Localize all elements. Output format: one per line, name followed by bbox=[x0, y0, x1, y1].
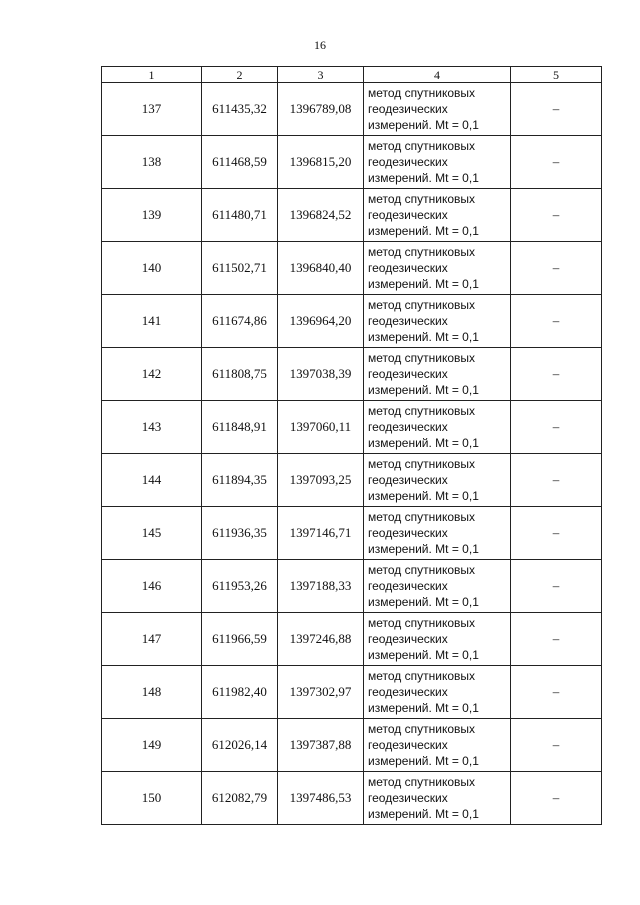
table-row bbox=[102, 242, 602, 295]
note-cell: – bbox=[511, 348, 602, 401]
column-header-2: 2 bbox=[202, 67, 278, 83]
x-coordinate-cell: 611982,40 bbox=[202, 666, 278, 719]
method-line: метод спутниковых bbox=[368, 616, 476, 630]
table-row bbox=[102, 454, 602, 507]
method-line: измерений. Mt = 0,1 bbox=[368, 754, 479, 768]
column-header-3: 3 bbox=[278, 67, 364, 83]
method-cell bbox=[364, 295, 511, 348]
method-cell bbox=[364, 613, 511, 666]
method-line: измерений. Mt = 0,1 bbox=[368, 383, 479, 397]
method-line: метод спутниковых bbox=[368, 298, 476, 312]
method-cell bbox=[364, 772, 511, 825]
y-coordinate-cell: 1397302,97 bbox=[278, 666, 364, 719]
method-line: метод спутниковых bbox=[368, 351, 476, 365]
y-coordinate-cell: 1397188,33 bbox=[278, 560, 364, 613]
page-number: 16 bbox=[314, 38, 326, 52]
point-number-cell: 138 bbox=[102, 136, 202, 189]
method-line: измерений. Mt = 0,1 bbox=[368, 118, 479, 132]
y-coordinate-cell: 1397146,71 bbox=[278, 507, 364, 560]
point-number-cell: 142 bbox=[102, 348, 202, 401]
note-cell: – bbox=[511, 83, 602, 136]
x-coordinate-cell: 611480,71 bbox=[202, 189, 278, 242]
note-cell: – bbox=[511, 613, 602, 666]
method-line: метод спутниковых bbox=[368, 722, 476, 736]
coordinates-table bbox=[101, 66, 602, 825]
point-number-cell: 147 bbox=[102, 613, 202, 666]
note-cell: – bbox=[511, 242, 602, 295]
x-coordinate-cell: 611502,71 bbox=[202, 242, 278, 295]
method-cell bbox=[364, 560, 511, 613]
x-coordinate-cell: 611953,26 bbox=[202, 560, 278, 613]
method-line: измерений. Mt = 0,1 bbox=[368, 595, 479, 609]
method-cell bbox=[364, 242, 511, 295]
y-coordinate-cell: 1397093,25 bbox=[278, 454, 364, 507]
method-line: метод спутниковых bbox=[368, 404, 476, 418]
method-line: метод спутниковых bbox=[368, 245, 476, 259]
y-coordinate-cell: 1396815,20 bbox=[278, 136, 364, 189]
method-cell bbox=[364, 348, 511, 401]
x-coordinate-cell: 612082,79 bbox=[202, 772, 278, 825]
x-coordinate-cell: 611894,35 bbox=[202, 454, 278, 507]
method-cell bbox=[364, 507, 511, 560]
method-line: измерений. Mt = 0,1 bbox=[368, 489, 479, 503]
note-cell: – bbox=[511, 666, 602, 719]
table-row bbox=[102, 295, 602, 348]
table-row bbox=[102, 136, 602, 189]
method-cell bbox=[364, 666, 511, 719]
method-line: метод спутниковых bbox=[368, 86, 476, 100]
method-line: геодезических bbox=[368, 155, 448, 169]
table-row bbox=[102, 189, 602, 242]
note-cell: – bbox=[511, 401, 602, 454]
method-line: метод спутниковых bbox=[368, 510, 476, 524]
x-coordinate-cell: 611468,59 bbox=[202, 136, 278, 189]
note-cell: – bbox=[511, 136, 602, 189]
table-row bbox=[102, 401, 602, 454]
x-coordinate-cell: 611936,35 bbox=[202, 507, 278, 560]
method-line: измерений. Mt = 0,1 bbox=[368, 277, 479, 291]
y-coordinate-cell: 1396840,40 bbox=[278, 242, 364, 295]
method-line: метод спутниковых bbox=[368, 775, 476, 789]
method-line: измерений. Mt = 0,1 bbox=[368, 224, 479, 238]
method-line: геодезических bbox=[368, 314, 448, 328]
point-number-cell: 144 bbox=[102, 454, 202, 507]
method-line: геодезических bbox=[368, 261, 448, 275]
y-coordinate-cell: 1396824,52 bbox=[278, 189, 364, 242]
note-cell: – bbox=[511, 560, 602, 613]
method-line: геодезических bbox=[368, 791, 448, 805]
table-body bbox=[102, 83, 602, 825]
y-coordinate-cell: 1396789,08 bbox=[278, 83, 364, 136]
y-coordinate-cell: 1397387,88 bbox=[278, 719, 364, 772]
y-coordinate-cell: 1397060,11 bbox=[278, 401, 364, 454]
point-number-cell: 137 bbox=[102, 83, 202, 136]
table-row bbox=[102, 772, 602, 825]
method-cell bbox=[364, 136, 511, 189]
y-coordinate-cell: 1397246,88 bbox=[278, 613, 364, 666]
method-line: геодезических bbox=[368, 685, 448, 699]
note-cell: – bbox=[511, 507, 602, 560]
method-line: измерений. Mt = 0,1 bbox=[368, 648, 479, 662]
method-line: метод спутниковых bbox=[368, 457, 476, 471]
method-line: геодезических bbox=[368, 473, 448, 487]
table-row bbox=[102, 613, 602, 666]
method-line: измерений. Mt = 0,1 bbox=[368, 171, 479, 185]
method-line: метод спутниковых bbox=[368, 563, 476, 577]
method-cell bbox=[364, 83, 511, 136]
method-line: измерений. Mt = 0,1 bbox=[368, 807, 479, 821]
method-cell bbox=[364, 401, 511, 454]
x-coordinate-cell: 612026,14 bbox=[202, 719, 278, 772]
method-line: геодезических bbox=[368, 102, 448, 116]
table-row bbox=[102, 507, 602, 560]
table-row bbox=[102, 719, 602, 772]
point-number-cell: 145 bbox=[102, 507, 202, 560]
column-header-1: 1 bbox=[102, 67, 202, 83]
y-coordinate-cell: 1397486,53 bbox=[278, 772, 364, 825]
method-line: геодезических bbox=[368, 579, 448, 593]
method-line: метод спутниковых bbox=[368, 139, 476, 153]
method-line: геодезических bbox=[368, 526, 448, 540]
point-number-cell: 150 bbox=[102, 772, 202, 825]
y-coordinate-cell: 1397038,39 bbox=[278, 348, 364, 401]
point-number-cell: 149 bbox=[102, 719, 202, 772]
note-cell: – bbox=[511, 295, 602, 348]
point-number-cell: 141 bbox=[102, 295, 202, 348]
method-line: геодезических bbox=[368, 208, 448, 222]
x-coordinate-cell: 611674,86 bbox=[202, 295, 278, 348]
method-line: измерений. Mt = 0,1 bbox=[368, 701, 479, 715]
table-row bbox=[102, 348, 602, 401]
method-cell bbox=[364, 719, 511, 772]
method-line: метод спутниковых bbox=[368, 192, 476, 206]
table-row bbox=[102, 666, 602, 719]
table-row bbox=[102, 560, 602, 613]
note-cell: – bbox=[511, 719, 602, 772]
method-cell bbox=[364, 454, 511, 507]
method-line: геодезических bbox=[368, 632, 448, 646]
table-header-row bbox=[102, 67, 602, 83]
point-number-cell: 146 bbox=[102, 560, 202, 613]
method-line: геодезических bbox=[368, 420, 448, 434]
note-cell: – bbox=[511, 454, 602, 507]
method-line: геодезических bbox=[368, 738, 448, 752]
column-header-5: 5 bbox=[511, 67, 602, 83]
method-line: метод спутниковых bbox=[368, 669, 476, 683]
method-cell bbox=[364, 189, 511, 242]
point-number-cell: 139 bbox=[102, 189, 202, 242]
x-coordinate-cell: 611435,32 bbox=[202, 83, 278, 136]
note-cell: – bbox=[511, 189, 602, 242]
x-coordinate-cell: 611966,59 bbox=[202, 613, 278, 666]
point-number-cell: 143 bbox=[102, 401, 202, 454]
method-line: измерений. Mt = 0,1 bbox=[368, 436, 479, 450]
table-row bbox=[102, 83, 602, 136]
x-coordinate-cell: 611808,75 bbox=[202, 348, 278, 401]
method-line: измерений. Mt = 0,1 bbox=[368, 542, 479, 556]
method-line: геодезических bbox=[368, 367, 448, 381]
column-header-4: 4 bbox=[364, 67, 511, 83]
point-number-cell: 148 bbox=[102, 666, 202, 719]
x-coordinate-cell: 611848,91 bbox=[202, 401, 278, 454]
y-coordinate-cell: 1396964,20 bbox=[278, 295, 364, 348]
method-line: измерений. Mt = 0,1 bbox=[368, 330, 479, 344]
point-number-cell: 140 bbox=[102, 242, 202, 295]
note-cell: – bbox=[511, 772, 602, 825]
